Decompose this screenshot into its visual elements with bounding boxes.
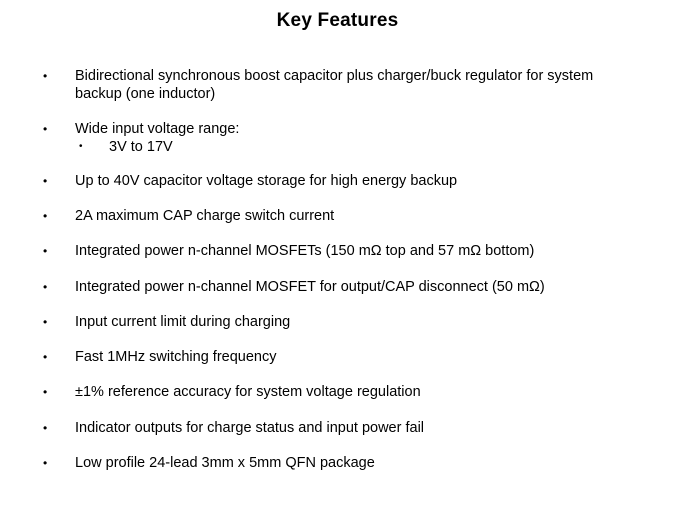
bullet-icon: •	[43, 174, 48, 188]
bullet-icon: •	[43, 350, 48, 364]
sub-list-item-text: 3V to 17V	[109, 139, 173, 155]
list-item-text: Integrated power n-channel MOSFETs (150 mΩ top and 57 mΩ bottom)	[75, 243, 535, 259]
sub-bullet-icon: •	[79, 141, 83, 152]
list-item-text: Indicator outputs for charge status and input power fail	[75, 420, 425, 436]
list-item-text: Fast 1MHz switching frequency	[75, 349, 277, 365]
list-item-text: Input current limit during charging	[75, 314, 291, 330]
bullet-icon: •	[43, 315, 48, 329]
slide-title: Key Features	[276, 10, 399, 31]
list-item-text: Up to 40V capacitor voltage storage for high energy backup	[75, 173, 458, 189]
list-item-text: ±1% reference accuracy for system voltage regulation	[75, 384, 421, 400]
bullet-icon: •	[43, 244, 48, 258]
bullet-icon: •	[43, 385, 48, 399]
bullet-icon: •	[43, 69, 48, 83]
list-item-text: Wide input voltage range:	[75, 121, 240, 137]
list-item-text: Low profile 24-lead 3mm x 5mm QFN package	[75, 455, 375, 471]
bullet-icon: •	[43, 280, 48, 294]
bullet-icon: •	[43, 209, 48, 223]
bullet-icon: •	[43, 122, 48, 136]
list-item-text: Bidirectional synchronous boost capacitor plus charger/buck regulator for system backup (one inductor)	[75, 68, 594, 102]
list-item-text: 2A maximum CAP charge switch current	[75, 208, 335, 224]
list-item-text: Integrated power n-channel MOSFET for output/CAP disconnect (50 mΩ)	[75, 279, 545, 295]
bullet-icon: •	[43, 456, 48, 470]
bullet-icon: •	[43, 421, 48, 435]
